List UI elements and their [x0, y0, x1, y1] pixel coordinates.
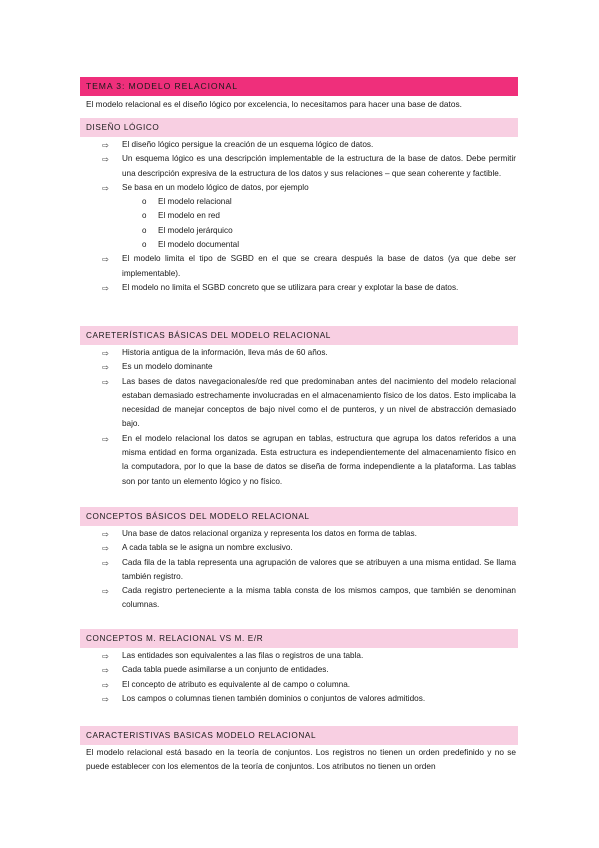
list-item: ⇨ El modelo no limita el SGBD concreto que se utilizara para crear y explotar la base de datos. [0, 281, 599, 295]
arrow-right-icon: ⇨ [102, 362, 109, 373]
arrow-right-icon: ⇨ [102, 254, 109, 265]
list-item: ⇨ Cada registro perteneciente a la misma tabla consta de los mismos campos, que también se denominan columnas. [102, 586, 516, 610]
arrow-right-icon: ⇨ [102, 154, 109, 165]
arrow-right-icon: ⇨ [102, 348, 109, 358]
list-item: ⇨ Los campos o columnas tienen también dominios o conjuntos de valores admitidos. [0, 692, 599, 706]
arrow-right-icon: ⇨ [102, 679, 109, 690]
list-item: ⇨ En el modelo relacional los datos se agrupan en tablas, estructura que agrupa los datos referidos a una misma entidad en forma organizada. Esta estructura es independientemente del almacenamiento físico en la computadora, por lo que la base de datos se diseña de forma independiente a la plataforma. Las tablas son por tanto un elemento lógico y no físico. [102, 433, 516, 486]
sublist-item: o El modelo jerárquico [122, 224, 516, 238]
arrow-right-icon: ⇨ [102, 140, 109, 150]
sublist-item: o El modelo en red [122, 209, 516, 223]
list-item: ⇨ Cada tabla puede asimilarse a un conjunto de entidades. [0, 663, 599, 677]
list-item: ⇨ El diseño lógico persigue la creación de un esquema lógico de datos. [0, 138, 599, 152]
section-list-conceptos-basicos [0, 527, 599, 613]
circle-o-icon: o [142, 197, 147, 207]
list-item: ⇨ Las bases de datos navegacionales/de red que predominaban antes del nacimiento del modelo relacional estaban demasiado estrechamente involucradas en el almacenamiento físico de los datos. Esto implicaba la necesidad de manejar conceptos de bajo nivel como el de punteros, y un nivel de abstracción demasiado bajo. [102, 376, 516, 429]
list-item: ⇨ Se basa en un modelo lógico de datos, por ejemplo o El modelo relacional o El modelo en red o El modelo jerárquico o El modelo documental [0, 181, 599, 252]
section-list-caracteristicas [0, 346, 599, 489]
arrow-right-icon: ⇨ [102, 433, 109, 444]
section-list-diseno-logico [0, 138, 599, 295]
page-title: TEMA 3: MODELO RELACIONAL [80, 77, 518, 96]
section-heading-conceptos-basicos: CONCEPTOS BÁSICOS DEL MODELO RELACIONAL [80, 507, 518, 526]
arrow-right-icon: ⇨ [102, 586, 109, 597]
arrow-right-icon: ⇨ [102, 529, 109, 539]
sublist-item: o El modelo relacional [122, 195, 516, 209]
section-list-relacional-vs-er [0, 649, 599, 706]
intro-paragraph: El modelo relacional es el diseño lógico por excelencia, lo necesitamos para hacer una base de datos. [86, 99, 462, 109]
list-item: ⇨ El concepto de atributo es equivalente al de campo o columna. [0, 678, 599, 692]
list-item: ⇨ Es un modelo dominante [0, 360, 599, 374]
sublist-item: o El modelo documental [122, 238, 516, 252]
list-item: ⇨ Una base de datos relacional organiza y representa los datos en forma de tablas. [0, 527, 599, 541]
arrow-right-icon: ⇨ [102, 693, 109, 704]
arrow-right-icon: ⇨ [102, 651, 109, 661]
arrow-right-icon: ⇨ [102, 282, 109, 293]
arrow-right-icon: ⇨ [102, 543, 109, 554]
arrow-right-icon: ⇨ [102, 182, 109, 193]
section-heading-caracteristicas: CARETERÍSTICAS BÁSICAS DEL MODELO RELACIONAL [80, 326, 518, 345]
circle-o-icon: o [142, 211, 147, 221]
list-item: ⇨ El modelo limita el tipo de SGBD en el que se creara después la base de datos (ya que debe ser implementable). [102, 254, 516, 278]
arrow-right-icon: ⇨ [102, 665, 109, 676]
list-item: ⇨ Un esquema lógico es una descripción implementable de la estructura de la base de datos. Debe permitir una descripción expresiva de la estructura de los datos y sus relaciones – que sean coherente y factible. [102, 154, 516, 178]
circle-o-icon: o [142, 225, 147, 235]
section-heading-relacional-vs-er: CONCEPTOS M. RELACIONAL VS M. E/R [80, 629, 518, 648]
section-heading-diseno-logico: DISEÑO LÓGICO [80, 118, 518, 137]
section-heading-caracteristivas: CARACTERISTIVAS BASICAS MODELO RELACIONAL [80, 726, 518, 745]
sublist-modelos [122, 195, 516, 252]
arrow-right-icon: ⇨ [102, 376, 109, 387]
list-item: ⇨ Historia antigua de la información, lleva más de 60 años. [0, 346, 599, 360]
list-item: ⇨ Las entidades son equivalentes a las filas o registros de una tabla. [0, 649, 599, 663]
list-item: ⇨ Cada fila de la tabla representa una agrupación de valores que se atribuyen a una misma entidad. Se llama también registro. [102, 557, 516, 581]
list-item: ⇨ A cada tabla se le asigna un nombre exclusivo. [0, 541, 599, 555]
section-paragraph: El modelo relacional está basado en la teoría de conjuntos. Los registros no tienen un orden predefinido y no se puede establecer con los elementos de la teoría de conjuntos. Los atributos no tienen un orden [86, 747, 516, 772]
circle-o-icon: o [142, 240, 147, 250]
arrow-right-icon: ⇨ [102, 557, 109, 568]
